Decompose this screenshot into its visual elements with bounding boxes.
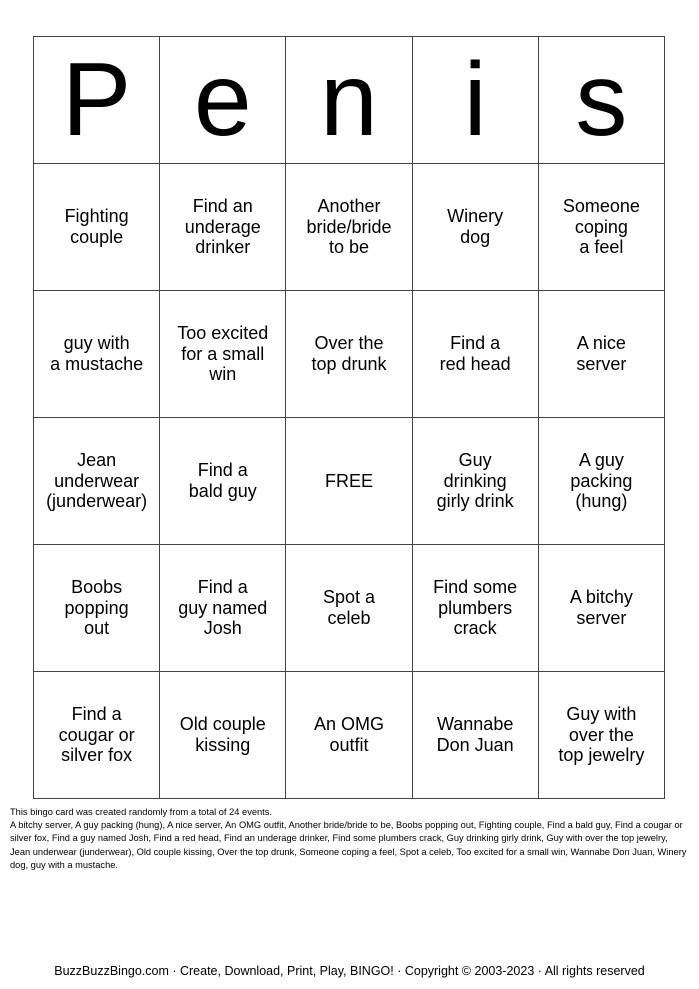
header-letter: i <box>412 37 538 164</box>
bingo-cell: Find an underage drinker <box>160 164 286 291</box>
card-event-list: A bitchy server, A guy packing (hung), A nice server, An OMG outfit, Another bride/bride to be, Boobs popping out, Fighting couple, Find a bald guy, Find a cougar or silver fox, Find a guy named Josh, Find a red head, Find an underage drinker, Find some plumbers crack, Guy drinking girly drink, Guy with over the top jewelry, Jean underwear (junderwear), Old couple kissing, Over the top drunk, Someone coping a feel, Spot a celeb, Too excited for a small win, Wannabe Don Juan, Winery dog, guy with a mustache. <box>10 820 687 870</box>
bingo-row <box>34 291 665 418</box>
bingo-cell: Wannabe Don Juan <box>412 672 538 799</box>
bingo-cell: Winery dog <box>412 164 538 291</box>
bingo-cell: Find a red head <box>412 291 538 418</box>
bingo-cell: guy with a mustache <box>34 291 160 418</box>
bingo-row <box>34 672 665 799</box>
bingo-cell: Jean underwear (junderwear) <box>34 418 160 545</box>
bingo-cell: Fighting couple <box>34 164 160 291</box>
bingo-cell: Find a bald guy <box>160 418 286 545</box>
bingo-cell: Spot a celeb <box>286 545 412 672</box>
bingo-cell: A bitchy server <box>538 545 664 672</box>
card-description-intro: This bingo card was created randomly from a total of 24 events. <box>10 807 272 817</box>
bingo-cell: Someone coping a feel <box>538 164 664 291</box>
bingo-cell: A guy packing (hung) <box>538 418 664 545</box>
header-letter: s <box>538 37 664 164</box>
bingo-cell: Another bride/bride to be <box>286 164 412 291</box>
bingo-cell: Find a cougar or silver fox <box>34 672 160 799</box>
bingo-cell: Guy drinking girly drink <box>412 418 538 545</box>
header-letter: e <box>160 37 286 164</box>
bingo-cell: Find a guy named Josh <box>160 545 286 672</box>
bingo-row <box>34 164 665 291</box>
header-row <box>34 37 665 164</box>
bingo-cell: Too excited for a small win <box>160 291 286 418</box>
footer: BuzzBuzzBingo.com · Create, Download, Print, Play, BINGO! · Copyright © 2003-2023 · All rights reserved <box>54 964 645 978</box>
bingo-cell: A nice server <box>538 291 664 418</box>
card-description <box>10 806 690 872</box>
bingo-card <box>33 36 665 799</box>
header-letter: n <box>286 37 412 164</box>
bingo-cell: Over the top drunk <box>286 291 412 418</box>
bingo-cell: Old couple kissing <box>160 672 286 799</box>
free-cell: FREE <box>286 418 412 545</box>
bingo-cell: Find some plumbers crack <box>412 545 538 672</box>
bingo-cell: Boobs popping out <box>34 545 160 672</box>
header-letter: P <box>34 37 160 164</box>
bingo-row <box>34 418 665 545</box>
bingo-cell: Guy with over the top jewelry <box>538 672 664 799</box>
bingo-row <box>34 545 665 672</box>
bingo-cell: An OMG outfit <box>286 672 412 799</box>
